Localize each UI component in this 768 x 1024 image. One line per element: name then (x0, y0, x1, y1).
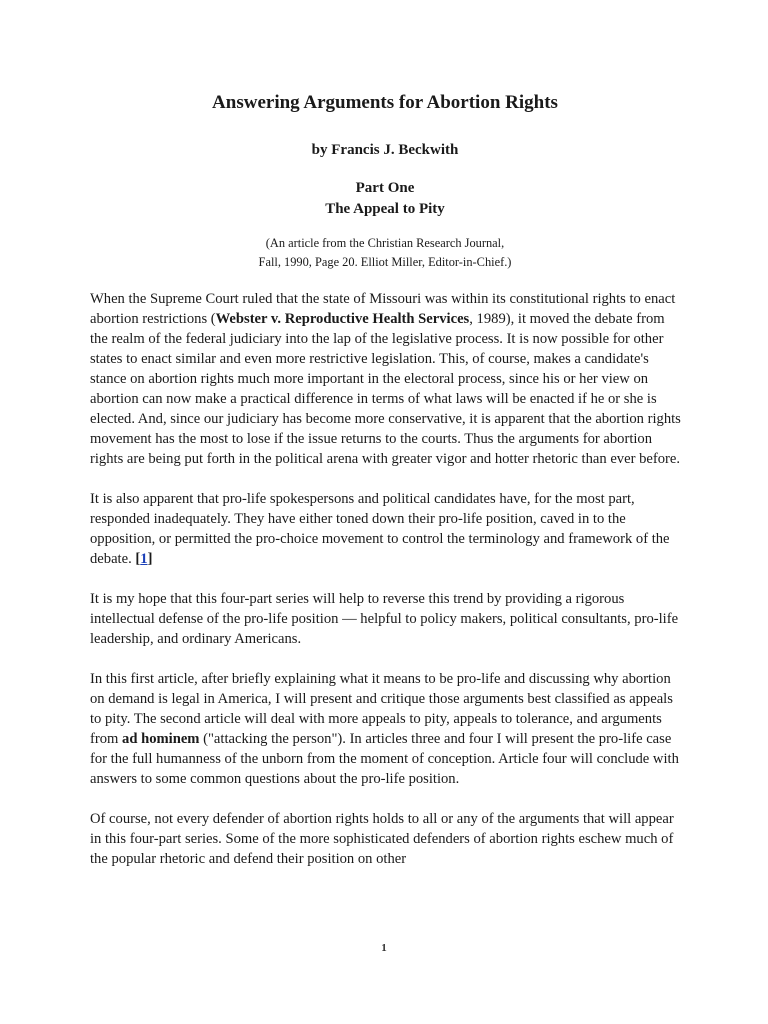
article-body (90, 289, 682, 889)
case-name: Webster v. Reproductive Health Services (215, 311, 470, 327)
part-title: The Appeal to Pity (325, 201, 445, 217)
paragraph-4 (90, 669, 682, 789)
article-title: Answering Arguments for Abortion Rights (212, 92, 558, 113)
footnote-bracket-close: ] (147, 551, 153, 567)
part-number: Part One (355, 180, 415, 196)
paragraph-1-text-b: , 1989), it moved the debate from the realm of the federal judiciary into the lap of the legislative process. It is now possible for other states to enact similar and even more restrictive legislation. This, of course, makes a candidate's stance on abortion rights much more important in the electoral process, since his or her view on abortion can now make a practical difference in terms of what laws will be enacted if he or she is elected. And, since our judiciary has become more conservative, it is apparent that the abortion rights movement has the most to lose if the issue returns to the courts. Thus the arguments for abortion rights are being put forth in the political arena with greater vigor and hotter rhetoric than ever before. (90, 311, 681, 467)
footnote-bracket-open: [ (135, 551, 141, 567)
paragraph-1 (90, 289, 682, 469)
paragraph-1-text-a: When the Supreme Court ruled that the state of Missouri was within its constitutional rights to enact abortion restrictions ( (90, 291, 676, 327)
latin-term: ad hominem (122, 731, 200, 747)
paragraph-2-text: It is also apparent that pro-life spokespersons and political candidates have, for the most part, responded inadequately. They have either toned down their pro-life position, caved in to the opposition, or permitted the pro-choice movement to control the terminology and framework of the debate. (90, 491, 670, 567)
paragraph-4-text-b: ("attacking the person"). In articles three and four I will present the pro-life case for the full humanness of the unborn from the moment of conception. Article four will conclude with answers to some common questions about the pro-life position. (90, 731, 679, 787)
source-note (90, 234, 680, 272)
paragraph-2 (90, 489, 682, 569)
author-byline: by Francis J. Beckwith (311, 142, 459, 158)
part-heading (90, 178, 680, 220)
source-line-1: (An article from the Christian Research Journal, (265, 236, 505, 250)
paragraph-3: It is my hope that this four-part series will help to reverse this trend by providing a rigorous intellectual defense of the pro-life position — helpful to policy makers, political consultants, pro-life leadership, and ordinary Americans. (90, 591, 679, 647)
page-number: 1 (381, 942, 387, 954)
footnote-link-1[interactable]: 1 (140, 551, 148, 567)
paragraph-4-text-a: In this first article, after briefly explaining what it means to be pro-life and discussing why abortion on demand is legal in America, I will present and critique those arguments best classified as appeals to pity. The second article will deal with more appeals to pity, appeals to tolerance, and arguments from (90, 671, 673, 747)
paragraph-5: Of course, not every defender of abortion rights holds to all or any of the arguments that will appear in this four-part series. Some of the more sophisticated defenders of abortion rights eschew much of the popular rhetoric and defend their position on other (90, 811, 674, 867)
footnote-ref (135, 551, 152, 567)
source-line-2: Fall, 1990, Page 20. Elliot Miller, Editor-in-Chief.) (258, 255, 512, 269)
